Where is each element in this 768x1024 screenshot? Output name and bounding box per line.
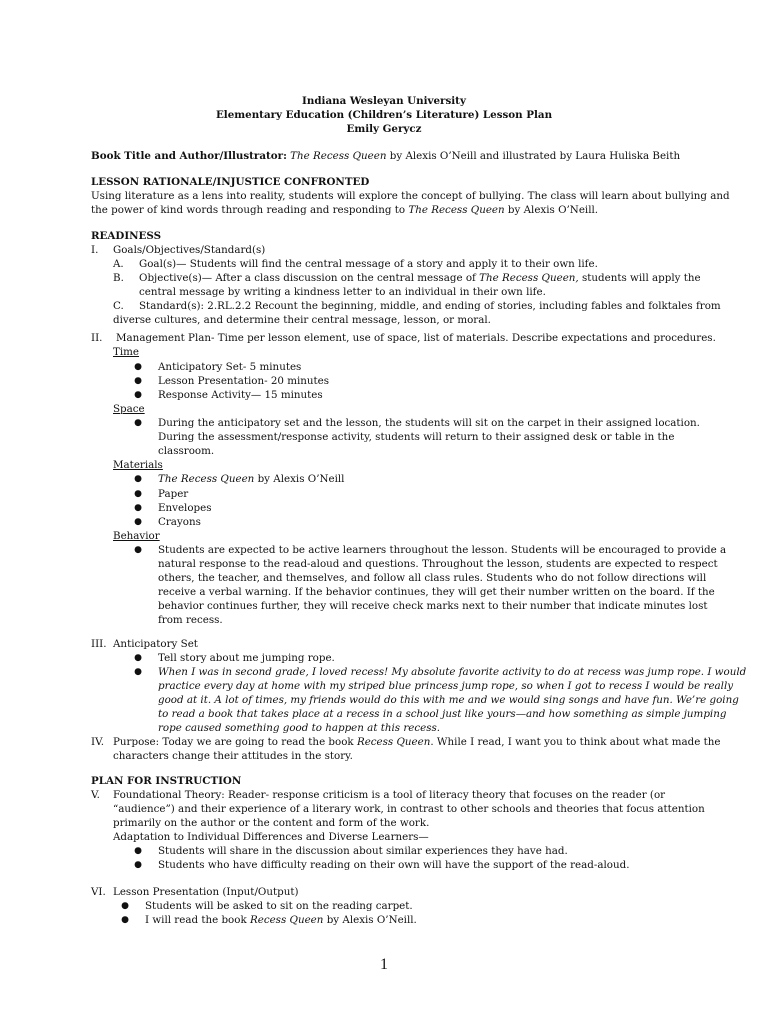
program-title: Elementary Education (Children’s Literature) Lesson Plan	[215, 109, 553, 121]
behavior-line: from recess.	[158, 614, 223, 626]
section-3-title: Anticipatory Set	[113, 638, 198, 650]
materials-item: Crayons	[158, 516, 201, 528]
theory-line: Foundational Theory: Reader- response criticism is a tool of literacy theory that focuses on the reader (or	[113, 789, 666, 801]
standard-label: C.	[113, 300, 124, 312]
materials-item-book: The Recess Queen by Alexis O’Neill	[158, 473, 345, 485]
book-title: The Recess Queen	[290, 150, 387, 162]
behavior-line: receive a verbal warning. If the behavior continues, they will get their number written on the board. If the	[158, 586, 715, 598]
materials-heading: Materials	[113, 459, 163, 471]
objective-label: B.	[113, 272, 124, 284]
section-6-title: Lesson Presentation (Input/Output)	[113, 886, 299, 898]
standard-text-2: diverse cultures, and determine their central message, lesson, or moral.	[113, 314, 491, 326]
standard-text-1: Standard(s): 2.RL.2.2 Recount the beginning, middle, and ending of stories, including fables and folktales from	[139, 300, 721, 312]
section-2-number: II.	[91, 332, 103, 344]
bullet-icon: ●	[134, 362, 142, 372]
behavior-line: natural response to the read-aloud and questions. Throughout the lesson, students are expected to respect	[158, 558, 718, 570]
goal-text: Goal(s)— Students will find the central message of a story and apply it to their own life.	[139, 258, 598, 270]
space-line: classroom.	[158, 445, 215, 457]
bullet-icon: ●	[134, 390, 142, 400]
plan-heading: PLAN FOR INSTRUCTION	[91, 775, 242, 787]
behavior-line: behavior continues further, they will receive check marks next to their number that indicate minutes lost	[158, 600, 708, 612]
university-name: Indiana Wesleyan University	[302, 95, 466, 107]
bullet-icon: ●	[134, 667, 142, 677]
theory-line: “audience”) and their experience of a literary work, in contrast to other schools and theories that focus attention	[113, 803, 705, 815]
bullet-icon: ●	[134, 517, 142, 527]
materials-item: Envelopes	[158, 502, 212, 514]
book-label: Book Title and Author/Illustrator:	[91, 150, 287, 162]
section-2-title: Management Plan- Time per lesson element, use of space, list of materials. Describe expectations and procedures.	[116, 332, 716, 344]
bullet-icon: ●	[134, 474, 142, 484]
bullet-icon: ●	[134, 503, 142, 513]
page-number: 1	[380, 956, 388, 973]
lesson-item-book: I will read the book Recess Queen by Alexis O’Neill.	[145, 914, 417, 926]
adaptation-item: Students who have difficulty reading on their own will have the support of the read-aloud.	[158, 859, 630, 871]
bullet-icon: ●	[134, 545, 142, 555]
objective-text-2: central message by writing a kindness letter to an individual in their own life.	[139, 286, 546, 298]
section-5-number: V.	[91, 789, 100, 801]
behavior-heading: Behavior	[113, 530, 160, 542]
theory-line: primarily on the author or the content and form of the work.	[113, 817, 430, 829]
objective-text-1: Objective(s)— After a class discussion on the central message of The Recess Queen, students will apply the	[139, 272, 701, 284]
purpose-line-1: Purpose: Today we are going to read the book Recess Queen. While I read, I want you to think about what made the	[113, 736, 721, 748]
book-line	[91, 149, 680, 163]
bullet-icon: ●	[134, 860, 142, 870]
bullet-icon: ●	[134, 418, 142, 428]
readiness-heading: READINESS	[91, 230, 162, 242]
space-line: During the anticipatory set and the lesson, the students will sit on the carpet in their assigned location.	[158, 417, 700, 429]
bullet-icon: ●	[121, 901, 129, 911]
section-1-title: Goals/Objectives/Standard(s)	[113, 244, 266, 256]
rationale-heading: LESSON RATIONALE/INJUSTICE CONFRONTED	[91, 176, 370, 188]
section-1-number: I.	[91, 244, 99, 256]
anticipatory-quote-line: to read a book that takes place at a recess in a school just like yours—and how something as simple jumping	[158, 708, 727, 720]
anticipatory-item: Tell story about me jumping rope.	[158, 652, 335, 664]
space-line: During the assessment/response activity, students will return to their assigned desk or table in the	[158, 431, 675, 443]
goal-label: A.	[113, 258, 124, 270]
bullet-icon: ●	[134, 376, 142, 386]
anticipatory-quote-line: practice every day at home with my striped blue princess jump rope, so when I got to recess I would be really	[158, 680, 734, 692]
behavior-line: Students are expected to be active learners throughout the lesson. Students will be encouraged to provide a	[158, 544, 727, 556]
time-heading: Time	[113, 346, 140, 358]
lesson-item: Students will be asked to sit on the reading carpet.	[145, 900, 413, 912]
adaptation-item: Students will share in the discussion about similar experiences they have had.	[158, 845, 568, 857]
author-name: Emily Gerycz	[346, 123, 422, 135]
anticipatory-quote-line: rope caused something good to happen at this recess.	[158, 722, 441, 734]
book-rest: by Alexis O’Neill and illustrated by Laura Huliska Beith	[386, 150, 681, 162]
space-heading: Space	[113, 403, 145, 415]
time-item: Anticipatory Set- 5 minutes	[158, 361, 302, 373]
time-item: Lesson Presentation- 20 minutes	[158, 375, 330, 387]
time-item: Response Activity— 15 minutes	[158, 389, 323, 401]
section-4-number: IV.	[91, 736, 104, 748]
purpose-line-2: characters change their attitudes in the story.	[113, 750, 353, 762]
rationale-line-1: Using literature as a lens into reality, students will explore the concept of bullying. The class will learn about bullying and	[91, 190, 730, 202]
bullet-icon: ●	[134, 489, 142, 499]
bullet-icon: ●	[121, 915, 129, 925]
rationale-line-2: the power of kind words through reading and responding to The Recess Queen by Alexis O’Neill.	[91, 204, 599, 216]
anticipatory-quote-line: good at it. A lot of times, my friends would do this with me and we would sing songs and have fun. We’re going	[158, 694, 739, 706]
anticipatory-quote-line: When I was in second grade, I loved recess! My absolute favorite activity to do at recess was jump rope. I would	[158, 666, 747, 678]
section-6-number: VI.	[91, 886, 106, 898]
materials-item: Paper	[158, 488, 189, 500]
section-3-number: III.	[91, 638, 107, 650]
adaptation-heading: Adaptation to Individual Differences and Diverse Learners—	[113, 831, 429, 843]
bullet-icon: ●	[134, 653, 142, 663]
bullet-icon: ●	[134, 846, 142, 856]
behavior-line: others, the teacher, and themselves, and follow all class rules. Students who do not follow directions will	[158, 572, 707, 584]
